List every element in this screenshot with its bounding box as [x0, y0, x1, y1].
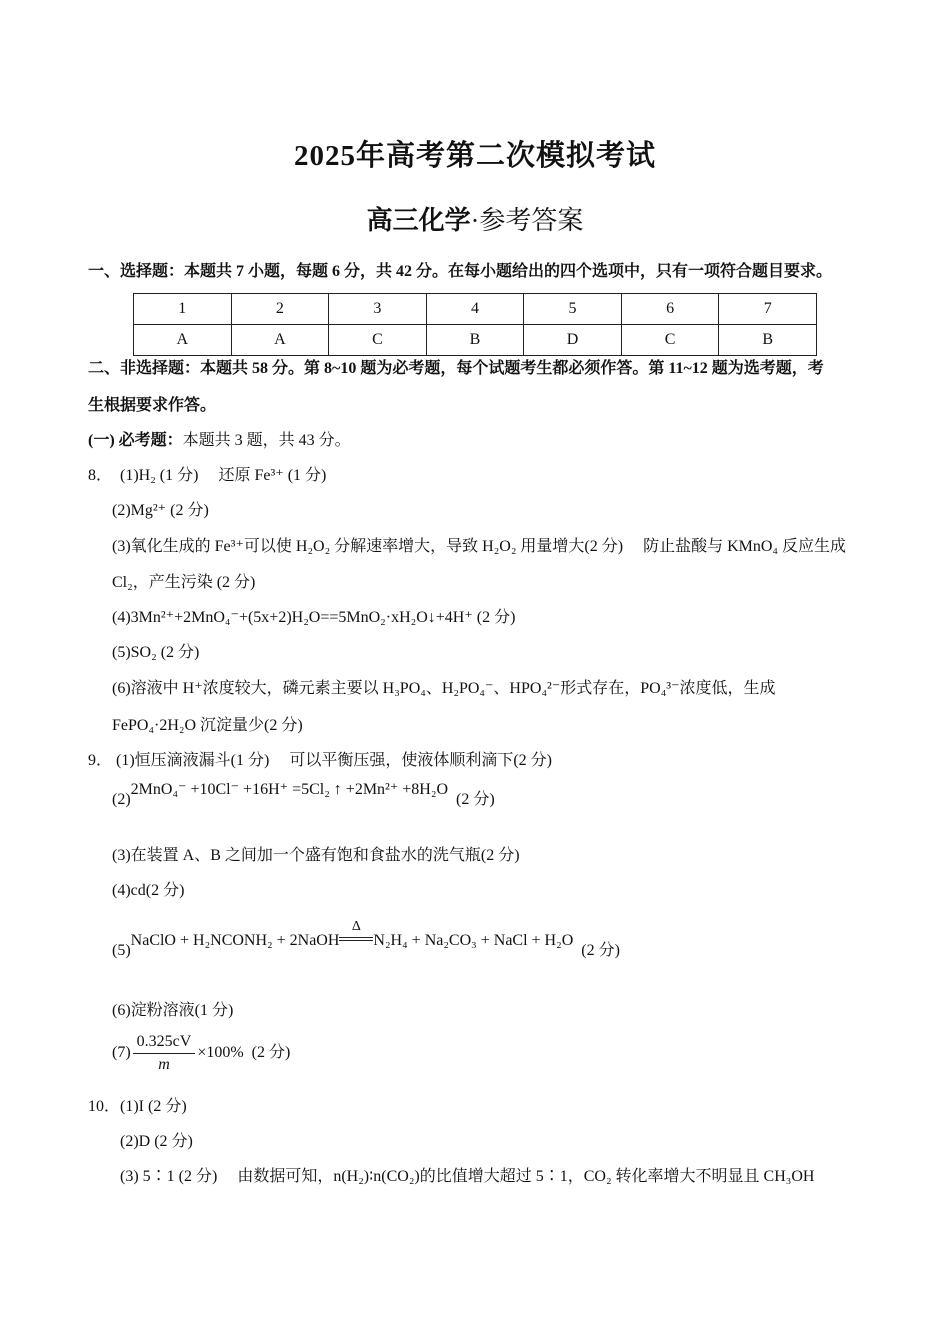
- required-label: (一) 必考题：: [88, 432, 183, 449]
- q8-part2: (2)Mg²⁺ (2 分): [112, 502, 209, 519]
- required-questions-heading: [88, 431, 351, 451]
- table-cell: A: [231, 325, 329, 356]
- q9-part7-label: (7): [112, 1044, 131, 1062]
- q9-part6: (6)淀粉溶液(1 分): [112, 1002, 234, 1019]
- fraction-numerator: 0.325cV: [133, 1033, 196, 1054]
- table-cell: 2: [231, 294, 329, 325]
- subtitle-subject: 高三化学: [366, 206, 471, 235]
- q8-part5: (5)SO₂ (2 分): [112, 644, 200, 661]
- q9-part7-fraction: [133, 1033, 196, 1074]
- q9-part2-score: (2 分): [456, 791, 495, 808]
- answer-table-number-row: [134, 294, 817, 325]
- table-cell: A: [134, 325, 232, 356]
- subtitle-suffix: ·参考答案: [470, 206, 584, 235]
- q10-line1: [88, 1097, 187, 1117]
- q10-number: 10．: [88, 1098, 121, 1115]
- required-desc: 本题共 3 题，共 43 分。: [182, 432, 351, 449]
- q9-part2-equation: 2MnO₄⁻ +10Cl⁻ +16H⁺ =5Cl₂ ↑ +2Mn²⁺ +8H₂O: [130, 781, 448, 798]
- q9-part3: (3)在装置 A、B 之间加一个盛有饱和食盐水的洗气瓶(2 分): [112, 847, 520, 864]
- exam-title: 2025年高考第二次模拟考试: [293, 140, 656, 172]
- section1-heading: 一、选择题：本题共 7 小题，每题 6 分，共 42 分。在每小题给出的四个选项中，只有一项符合题目要求。: [88, 263, 833, 280]
- q9-part4: (4)cd(2 分): [112, 882, 185, 899]
- q8-line1: [88, 466, 326, 486]
- equals-bar: [339, 937, 373, 941]
- q9-part5-products: N₂H₄ + Na₂CO₃ + NaCl + H₂O: [373, 932, 574, 949]
- q10-part3: (3) 5∶1 (2 分) 由数据可知，n(H₂)∶n(CO₂)的比值增大超过 5∶1，CO₂ 转化率增大不明显且 CH₃OH: [120, 1168, 815, 1185]
- q8-number: 8．: [88, 467, 113, 484]
- table-cell: 7: [719, 294, 817, 325]
- q8-part6: (6)溶液中 H⁺浓度较大，磷元素主要以 H₃PO₄、H₂PO₄⁻、HPO₄²⁻形式存在，PO₄³⁻浓度低，生成: [112, 680, 776, 697]
- q8-part3-cont: Cl₂，产生污染 (2 分): [112, 574, 256, 591]
- table-cell: B: [719, 325, 817, 356]
- table-cell: 1: [134, 294, 232, 325]
- table-cell: C: [621, 325, 719, 356]
- q9-part7-percent: ×100%: [197, 1044, 244, 1062]
- q8-part3: (3)氧化生成的 Fe³⁺可以使 H₂O₂ 分解速率增大，导致 H₂O₂ 用量增大(2 分) 防止盐酸与 KMnO₄ 反应生成: [112, 538, 847, 555]
- q9-part5-equation: [130, 919, 574, 949]
- q8-part4: (4)3Mn²⁺+2MnO₄⁻+(5x+2)H₂O==5MnO₂·xH₂O↓+4H⁺ (2 分): [112, 609, 516, 626]
- q9-part2-label: (2): [112, 791, 131, 808]
- fraction-denominator: m: [158, 1056, 170, 1073]
- table-cell: D: [524, 325, 622, 356]
- table-cell: B: [426, 325, 524, 356]
- section2-heading-line1: 二、非选择题：本题共 58 分。第 8~10 题为必考题，每个试题考生都必须作答。第 11~12 题为选考题，考: [88, 360, 824, 377]
- q9-part5-score: (2 分): [581, 942, 620, 959]
- q9-part7: [112, 1033, 290, 1074]
- q9-part2: [112, 781, 495, 810]
- heating-condition-arrow: [339, 919, 373, 945]
- table-cell: 3: [329, 294, 427, 325]
- q8-part1: (1)H₂ (1 分) 还原 Fe³⁺ (1 分): [120, 467, 327, 484]
- q8-part6-cont: FePO₄·2H₂O 沉淀量少(2 分): [112, 717, 303, 734]
- q10-part1: (1)I (2 分): [120, 1098, 187, 1115]
- q9-line1: [88, 751, 552, 771]
- q10-part2: (2)D (2 分): [120, 1133, 193, 1150]
- section2-heading-line2: 生根据要求作答。: [88, 397, 217, 414]
- q9-part5-label: (5): [112, 942, 131, 959]
- table-cell: C: [329, 325, 427, 356]
- table-cell: 5: [524, 294, 622, 325]
- table-cell: 6: [621, 294, 719, 325]
- q9-number: 9．: [88, 752, 113, 769]
- q9-part5: [112, 919, 620, 961]
- q9-part7-score: (2 分): [251, 1044, 291, 1062]
- exam-subtitle: [0, 200, 950, 237]
- table-cell: 4: [426, 294, 524, 325]
- delta-symbol: Δ: [351, 919, 361, 934]
- answer-table: [133, 293, 817, 356]
- q9-part5-reactants: NaClO + H₂NCONH₂ + 2NaOH: [130, 932, 340, 949]
- answer-table-answer-row: [134, 325, 817, 356]
- q9-part1: (1)恒压滴液漏斗(1 分) 可以平衡压强，使液体顺利滴下(2 分): [116, 752, 552, 769]
